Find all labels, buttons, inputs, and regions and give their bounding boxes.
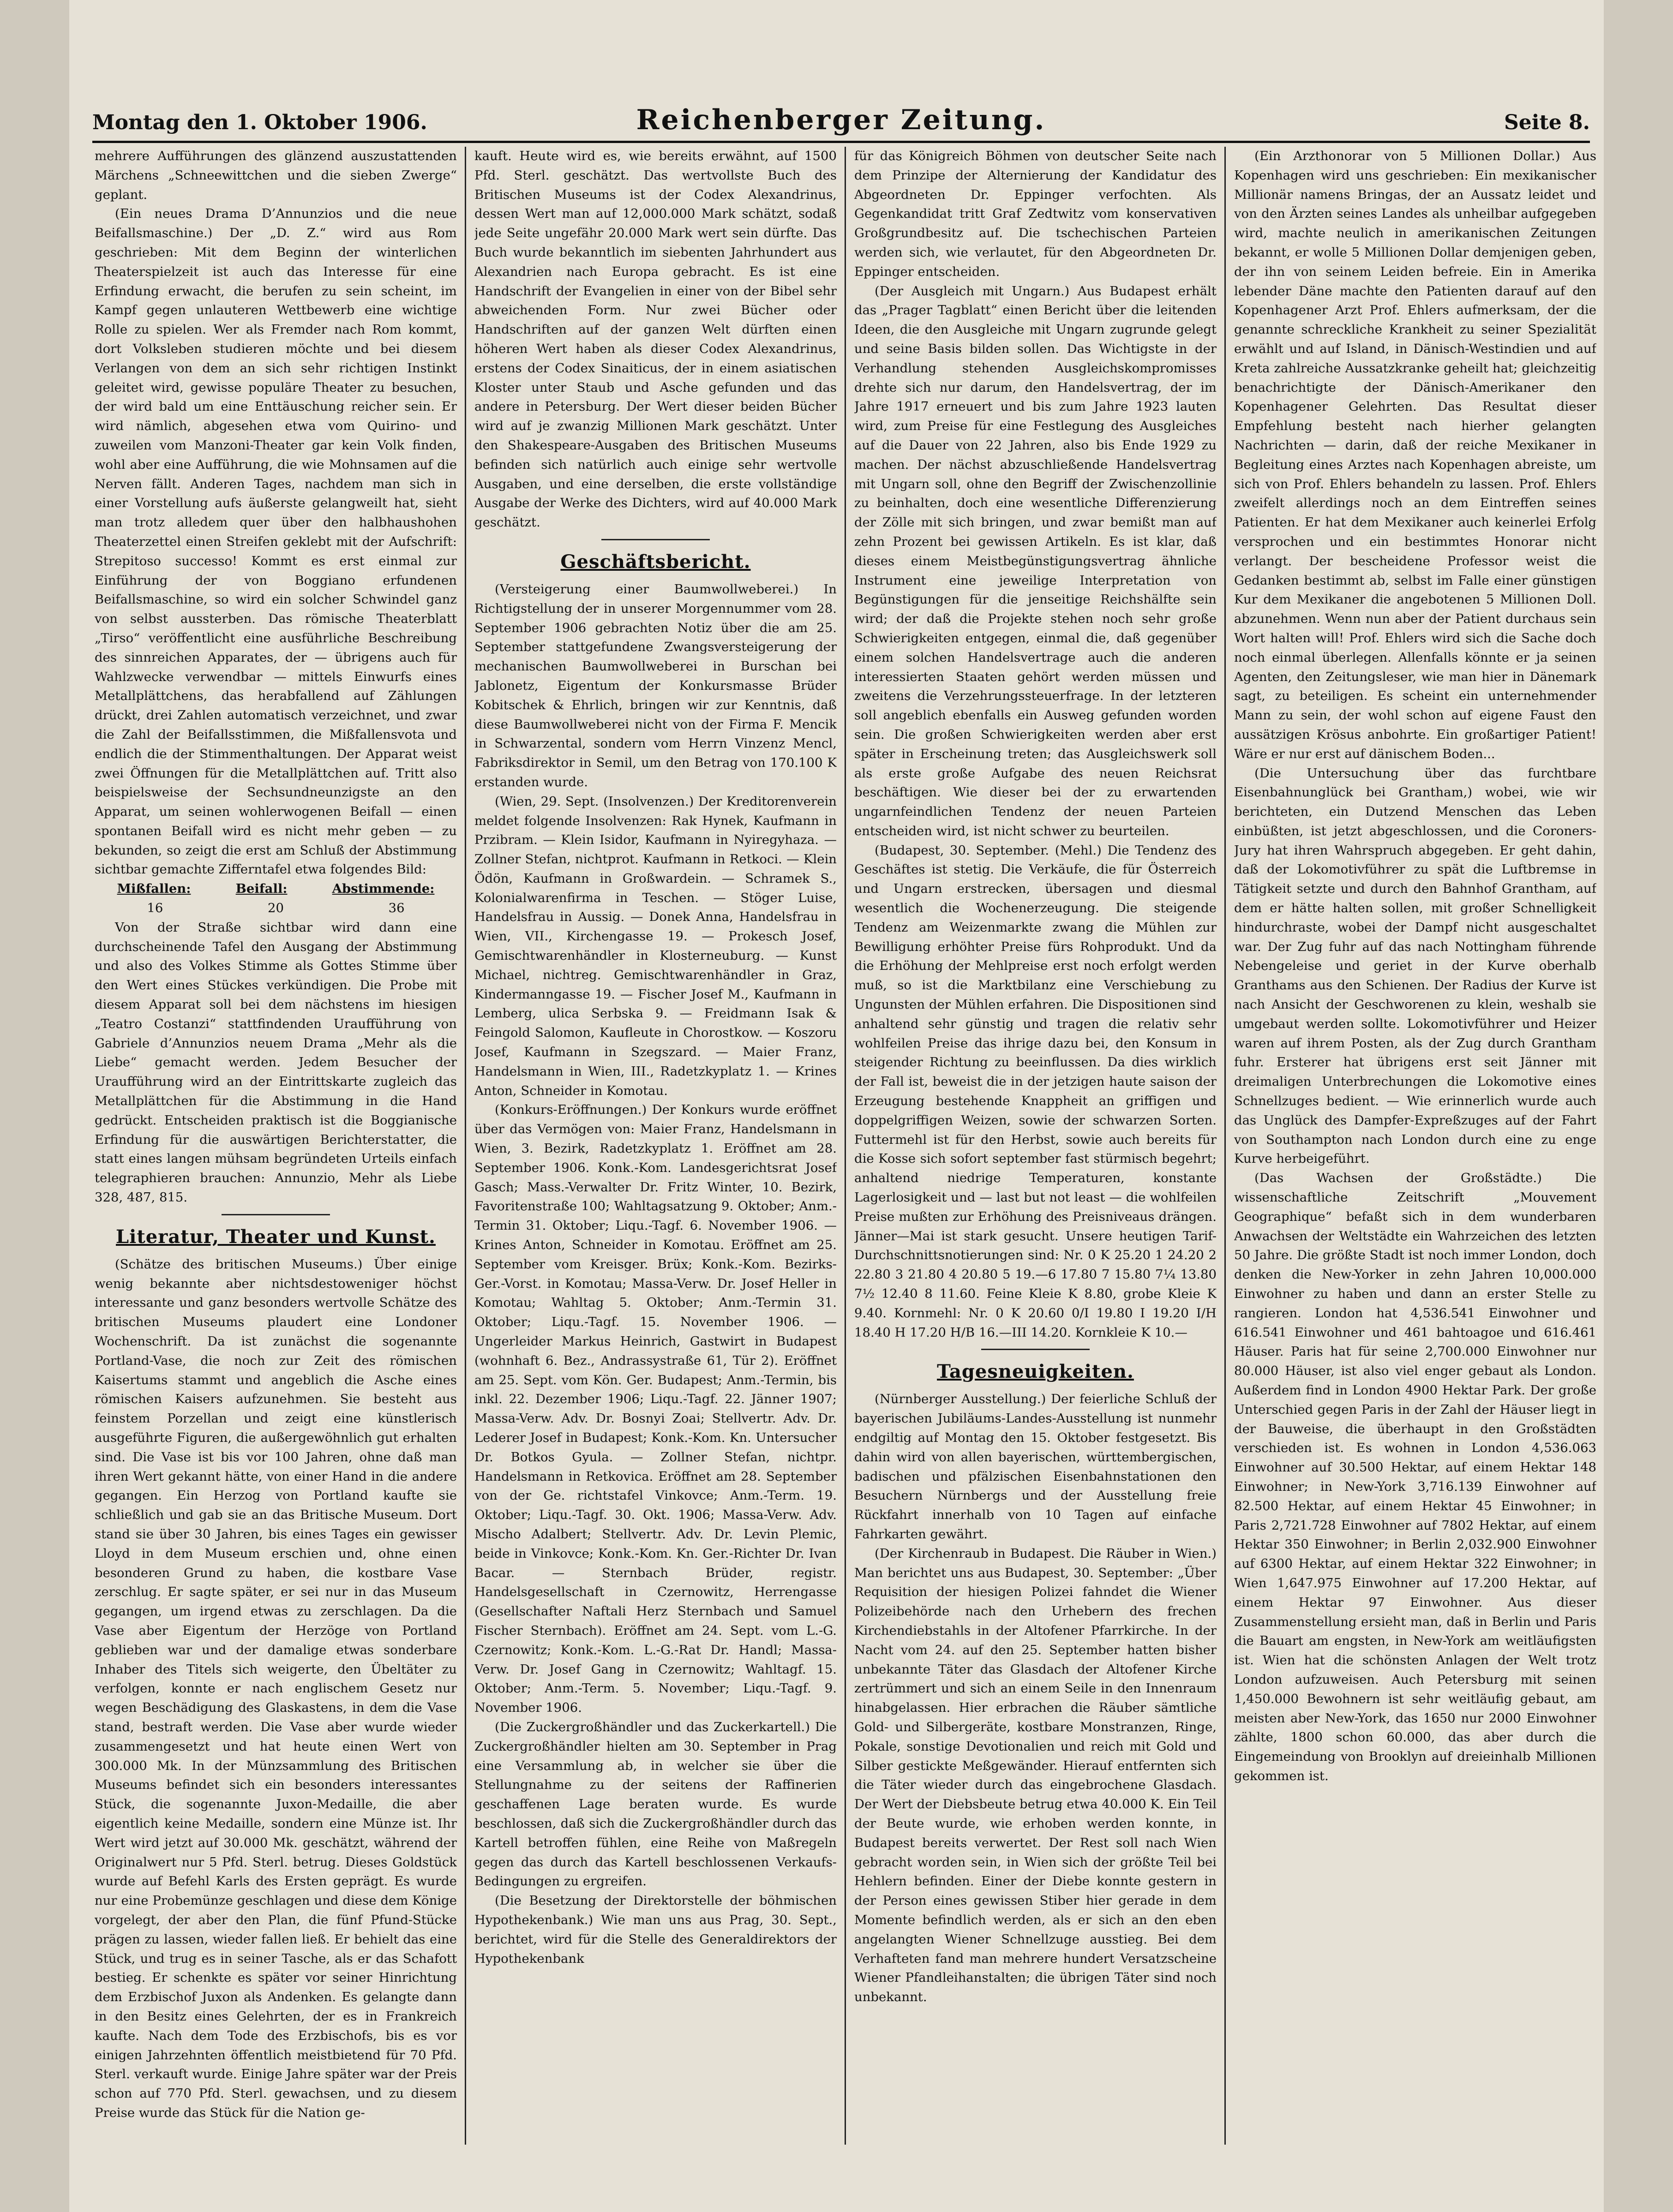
article-nuernberger-ausstellung: (Nürnberger Ausstellung.) Der feierliche Schluß der bayerischen Jubiläums-Landes-Ausstellung ist nunmehr endgiltig auf Montag den 15. Oktober festgesetzt. Bis dahin wird von allen bayerischen, württembergischen, badischen und pfälzischen Eisenbahnstationen den Besuchern Nürnbergs und der Ausstellung freie Rückfahrt innerhalb von 10 Tagen auf einfache Fahrkarten gewährt. bbox=[854, 1392, 1217, 1542]
article-grossstaedte: (Das Wachsen der Großstädte.) Die wissenschaftliche Zeitschrift „Mouvement Geographique“ befaßt sich in dem wunderbaren Anwachsen der Weltstädte ein Wahrzeichen des letzten 50 Jahre. Die größte Stadt ist noch immer London, doch denken die New-Yorker in zehn Jahren 10,000.000 Einwohner zu haben und dann an erster Stelle zu rangieren. London hat 4,536.541 Einwohner und 616.541 Einwohner und 461 bahtoagoe und 616.461 Häuser. Paris hat für seine 2,700.000 Einwohner nur 80.000 Häuser, ist also viel enger gebaut als London. Außerdem find in London 4900 Hektar Park. Der große Unterschied gegen Paris in der Zahl der Häuser liegt in der Bauweise, die überhaupt in den Großstädten verschieden ist. Es wohnen in London 4,536.063 Einwohner auf 30.500 Hektar, auf einem Hektar 148 Einwohner; in New-York 3,716.139 Einwohner auf 82.500 Hektar, auf einem Hektar 45 Einwohner; in Paris 2,721.728 Einwohner auf 7802 Hektar, auf einem Hektar 350 Einwohner; in Berlin 2,032.900 Einwohner auf 6300 Hektar, auf einem Hektar 322 Einwohner; in Wien 1,647.975 Einwohner auf 17.200 Hektar, auf einem Hektar 97 Einwohner. Aus dieser Zusammenstellung ersieht man, daß in Berlin und Paris die Bauart am engsten, in New-York am weitläufigsten ist. Wien hat die schönsten Anlagen der Welt trotz London aufzuweisen. Auch Petersburg mit seinen 1,450.000 Bewohnern ist sehr weitläufig gebaut, am meisten aber New-York, das 1650 nur 2000 Einwohner zählte, 1800 schon 60.000, das aber durch die Eingemeindung von Brooklyn auf dreieinhalb Millionen gekommen ist. bbox=[1234, 1171, 1596, 1783]
vote-header-missfallen: Mißfallen: bbox=[117, 881, 191, 897]
vote-header-beifall: Beifall: bbox=[235, 881, 288, 897]
article-zuckerkartell: (Die Zuckergroßhändler und das Zuckerkartell.) Die Zuckergroßhändler hielten am 30. September in Prag eine Versammlung ab, in welcher sie über die Stellungnahme zu der seitens der Raffinerien geschaffenen Lage beraten wurde. Es wurde beschlossen, daß sich die Zuckergroßhändler durch das Kartell betroffen fühlen, eine Reihe von Maßregeln gegen das durch das Kartell beschlossenen Verkaufs-Bedingungen zu ergreifen. bbox=[474, 1719, 837, 1889]
article-baumwollweberei: (Versteigerung einer Baumwollweberei.) In Richtigstellung der in unserer Morgennummer vom 28. September 1906 gebrachten Notiz über die am 25. September stattgefundene Zwangsversteigerung der mechanischen Baumwollweberei in Burschan bei Jablonetz, Eigentum der Konkursmasse Brüder Kobitschek & Ehrlich, bringen wir zur Kenntnis, daß diese Baumwollweberei nicht von der Firma F. Mencik in Schwarzental, sondern vom Herrn Vinzenz Mencl, Fabriksdirektor in Semil, um den Betrag von 170.100 K erstanden wurde. bbox=[474, 581, 837, 789]
column-rule bbox=[1224, 147, 1226, 2145]
article-continuation: kauft. Heute wird es, wie bereits erwähnt, auf 1500 Pfd. Sterl. geschätzt. Das wertvollste Buch des Britischen Museums ist der Codex Alexandrinus, dessen Wert man auf 12,000.000 Mark schätzt, sodaß jede Seite ungefähr 20.000 Mark wert sein dürfte. Das Buch wurde bekanntlich im siebenten Jahrhundert aus Alexandrien nach Europa gebracht. Es ist eine Handschrift der Evangelien in einer von der Bibel sehr abweichenden Form. Nur zwei Bücher oder Handschriften auf der ganzen Welt dürften einen höheren Wert haben als dieser Codex Alexandrinus, erstens der Codex Sinaiticus, der in einem asiatischen Kloster unter Staub und Asche gefunden und das andere in Petersburg. Der Wert dieser beiden Bücher wird auf je zwanzig Millionen Mark geschätzt. Unter den Shakespeare-Ausgaben des Britischen Museums befinden sich natürlich auch einige sehr wertvolle Ausgaben, und eine derselben, die erste vollständige Ausgabe der Werke des Dichters, wird auf 40.000 Mark geschätzt. bbox=[474, 149, 837, 530]
vote-value-beifall: 20 bbox=[267, 901, 284, 916]
column-1 bbox=[95, 147, 457, 2145]
article-kirchenraub: (Der Kirchenraub in Budapest. Die Räuber in Wien.) Man berichtet uns aus Budapest, 30. September: „Über Requisition der hiesigen Polizei fahndet die Wiener Polizeibehörde nach den Urhebern des frechen Kirchendiebstahls in der Altofener Pfarrkirche. In der Nacht vom 24. auf den 25. September hatten bisher unbekannte Täter das Glasdach der Altofener Kirche zertrümmert und sich an einem Seile in den Innenraum hinabgelassen. Hier erbrachen die Räuber sämtliche Gold- und Silbergeräte, kostbare Monstranzen, Ringe, Pokale, sonstige Devotionalien und reich mit Gold und Silber gestickte Meßgewänder. Hierauf entfernten sich die Täter wieder durch das eingebrochene Glasdach. Der Wert der Diebsbeute betrug etwa 40.000 K. Ein Teil der Beute wurde, wie erhoben werden konnte, in Budapest bereits verwertet. Der Rest soll nach Wien gebracht worden sein, in Wien sich der größte Teil bei Hehlern befinden. Einer der Diebe konnte gestern in der Person eines gewissen Stiber hier gerade in dem Momente befindlich werden, als er sich an den eben angelangten Wiener Schnellzuge ausstieg. Bei dem Verhafteten fand man mehrere hundert Versatzscheine Wiener Pfandleihanstalten; die übrigen Täter sind noch unbekannt. bbox=[854, 1546, 1217, 2005]
vote-table-header bbox=[95, 879, 457, 899]
page-header bbox=[92, 95, 1590, 143]
column-rule bbox=[845, 147, 846, 2145]
section-divider bbox=[222, 1214, 330, 1215]
page-number: Seite 8. bbox=[1504, 111, 1590, 134]
vote-value-abstimmende: 36 bbox=[388, 901, 405, 916]
article-britisches-museum: (Schätze des britischen Museums.) Über einige wenig bekannte aber nichtsdestoweniger höchst interessante und ganz besonders wertvolle Schätze des britischen Museums plaudert eine Londoner Wochenschrift. Da ist zunächst die sogenannte Portland-Vase, die noch zur Zeit des römischen Kaisertums stammt und angeblich die Asche eines römischen Kaisers aufzunehmen. Sie besteht aus feinstem Porzellan und zeigt eine künstlerisch ausgeführte Figuren, die außergewöhnlich gut erhalten sind. Die Vase ist bis vor 100 Jahren, ohne daß man ihren Wert gekannt hätte, von einer Hand in die andere gegangen. Ein Herzog von Portland kaufte sie schließlich und gab sie an das Britische Museum. Dort stand sie über 30 Jahren, bis eines Tages ein gewisser Lloyd in dem Museum erschien und, ohne einen besonderen Grund zu haben, die kostbare Vase zerschlug. Er sagte später, er sei nur in das Museum gegangen, um irgend etwas zu zerschlagen. Da die Vase aber Eigentum der Herzöge von Portland geblieben war und der damalige etwas sonderbare Inhaber des Titels sich weigerte, den Übeltäter zu verfolgen, konnte er nach englischem Gesetz nur wegen Beschädigung des Glaskastens, in dem die Vase stand, bestraft werden. Die Vase aber wurde wieder zusammengesetzt und hat heute einen Wert von 300.000 Mk. In der Münzsammlung des Britischen Museums befindet sich ein besonders interessantes Stück, die sogenannte Juxon-Medaille, die aber eigentlich keine Medaille, sondern eine Münze ist. Ihr Wert wird jetzt auf 30.000 Mk. geschätzt, während der Originalwert nur 5 Pfd. Sterl. betrug. Dieses Goldstück wurde auf Befehl Karls des Ersten geprägt. Es wurde nur eine Probemünze geschlagen und diese dem Könige vorgelegt, der aber den Plan, die fünf Pfund-Stücke prägen zu lassen, wieder fallen ließ. Er behielt das eine Stück, und trug es in seiner Tasche, als er das Schafott bestieg. Er schenkte es später vor seiner Hinrichtung dem Erzbischof Juxon als Andenken. Es gelangte dann in den Besitz eines Gelehrten, der es in Frankreich kaufte. Nach dem Tode des Erzbischofs, bis es vor einigen Jahrzehnten öffentlich meistbietend für 70 Pfd. Sterl. verkauft wurde. Einige Jahre später war der Preis schon auf 770 Pfd. Sterl. gewachsen, und zu diesem Preise wurde das Stück für die Nation ge- bbox=[95, 1256, 457, 2120]
article-ausgleich-ungarn: (Der Ausgleich mit Ungarn.) Aus Budapest erhält das „Prager Tagblatt“ einen Bericht über die leitenden Ideen, die den Ausgleiche mit Ungarn zugrunde gelegt und seine Basis bilden sollen. Das Wichtigste in der Verhandlung stehenden Ausgleichskompromisses drehte sich nur darum, den Handelsvertrag, der im Jahre 1917 erneuert und bis zum Jahre 1923 lauten wird, zum Preise für eine Festlegung des Ausgleiches auf die Dauer von 22 Jahren, also bis Ende 1929 zu machen. Der nächst abzuschließende Handelsvertrag mit Ungarn soll, ohne den Begriff der Zwischenzollinie zu beinhalten, doch eine wesentliche Differenzierung der Zölle mit sich bringen, und zwar bemißt man auf zehn Prozent bei gewissen Artikeln. Es ist klar, daß dieses einem Meistbegünstigungsvertrag ähnliche Instrument eine jeweilige Interpretation von Begünstigungen für die jenseitige Reichshälfte sein wird; der daß die Projekte stehen noch sehr große Schwierigkeiten entgegen, einmal die, daß gegenüber einem solchen Handelsvertrage auch die anderen interessierten Staaten gehört werden müssen und zweitens die Verzehrungssteuerfrage. In der letzteren soll angeblich ebenfalls ein Ausweg gefunden worden sein. Die großen Schwierigkeiten werden aber erst später in Erscheinung treten; das Ausgleichswerk soll als erste große Aufgabe des neuen Reichsrat beschäftigen. Wie dieser bei der zu erwartenden ungarnfeindlichen Tendenz der neuen Parteien entscheiden wird, ist nicht schwer zu beurteilen. bbox=[854, 283, 1217, 838]
article-eisenbahnunglueck: (Die Untersuchung über das furchtbare Eisenbahnunglück bei Grantham,) wobei, wie wir berichteten, ein Dutzend Menschen das Leben einbüßten, ist jetzt abgeschlossen, und die Coroners-Jury hat ihren Wahrspruch abgegeben. Er geht dahin, daß der Lokomotivführer zu spät die Luftbremse in Tätigkeit setzte und durch den Bahnhof Grantham, auf dem er hätte halten sollen, mit großer Schnelligkeit hindurchraste, wobei der Dampf nicht ausgeschaltet war. Der Zug fuhr auf das nach Nottingham führende Nebengeleise und geriet in der Kurve oberhalb Granthams aus den Schienen. Der Radius der Kurve ist nach Ansicht der Geschworenen zu klein, weshalb sie umgebaut werden sollte. Lokomotivführer und Heizer waren auf ihrem Posten, als der Zug durch Grantham fuhr. Ersterer hat übrigens erst seit Jänner mit dreimaligen Unterbrechungen die Lokomotive eines Schnellzuges bedient. — Wie erinnerlich wurde auch das Unglück des Dampfer-Expreßzuges auf der Fahrt von Southampton nach London durch eine zu enge Kurve herbeigeführt. bbox=[1234, 765, 1596, 1166]
article-arzthonorar: (Ein Arzthonorar von 5 Millionen Dollar.) Aus Kopenhagen wird uns geschrieben: Ein mexikanischer Millionär namens Bringas, der an Aussatz leidet und von den Ärzten seines Landes als unheilbar aufgegeben wird, machte neulich in amerikanischen Zeitungen bekannt, er wolle 5 Millionen Dollar demjenigen geben, der ihn von seinem Leiden befreie. Ein in Amerika lebender Däne machte den Patienten darauf auf den Kopenhagener Arzt Prof. Ehlers aufmerksam, der die genannte schreckliche Krankheit zu seiner Spezialität erwählt und auf Island, in Dänisch-Westindien und auf Kreta zahlreiche Aussatzkranke geheilt hat; gleichzeitig benachrichtigte der Dänisch-Amerikaner den Kopenhagener Gelehrten. Das Resultat dieser Empfehlung besteht nach hierher gelangten Nachrichten — darin, daß der reiche Mexikaner in Begleitung eines Arztes nach Kopenhagen abreiste, um sich von Prof. Ehlers behandeln zu lassen. Prof. Ehlers zweifelt allerdings noch an dem Eintreffen seines Patienten. Er hat dem Mexikaner auch keinerlei Erfolg versprochen und ein bestimmtes Honorar nicht verlangt. Der bescheidene Professor weist die Gedanken bestimmt ab, selbst im Falle einer günstigen Kur dem Mexikaner die angebotenen 5 Millionen Doll. abzunehmen. Wenn nun aber der Patient durchaus sein Wort halten will! Prof. Ehlers wird sich die Sache doch noch einmal überlegen. Allenfalls könnte er ja seinen Agenten, den Zeitungsleser, wie man hier in Dänemark sagt, zu beteiligen. Es scheint ein unternehmender Mann zu sein, der wohl schon auf eigene Faust den aussätzigen Krösus anbohrte. Ein großartiger Patient! Wäre er nur erst auf dänischem Boden... bbox=[1234, 149, 1596, 761]
left-scan-margin bbox=[0, 0, 69, 2212]
column-3 bbox=[854, 147, 1217, 2145]
article-continuation: für das Königreich Böhmen von deutscher Seite nach dem Prinzipe der Alternierung der Kandidatur des Abgeordneten Dr. Eppinger verfochten. Als Gegenkandidat tritt Graf Zedtwitz vom konservativen Großgrundbesitz auf. Die tschechischen Parteien werden sich, wie verlautet, für den Abgeordneten Dr. Eppinger entscheiden. bbox=[854, 149, 1217, 279]
article-continuation: mehrere Aufführungen des glänzend auszustattenden Märchens „Schneewittchen und die sieben Zwerge“ geplant. bbox=[95, 149, 457, 202]
article-mehl-budapest: (Budapest, 30. September. (Mehl.) Die Tendenz des Geschäftes ist stetig. Die Verkäufe, die für Österreich und Ungarn erstrecken, übersagen und diesmal wesentlich die Wochenerzeugung. Die steigende Tendenz am Weizenmarkte zwang die Mühlen zur Bewilligung erhöhter Preise fürs Rohprodukt. Und da die Erhöhung der Mehlpreise erst noch erfolgt werden muß, so ist die Marktbilanz eine Verschiebung zu Ungunsten der Mühlen erfahren. Die Dispositionen sind anhaltend sehr günstig und tragen die relativ sehr wohlfeilen Preise das ihrige dazu bei, den Konsum in steigender Richtung zu beeinflussen. Da dies wirklich der Fall ist, beweist die in der jetzigen haute saison der Erzeugung bestehende Knappheit an griffigen und doppelgriffigen Weizen, sowie der schwarzen Sorten. Futtermehl ist für den Herbst, sowie auch bereits für die Kosse sich sofort september fast stürmisch begehrt; anhaltend niedrige Temperaturen, konstante Lagerlosigkeit und — last but not least — die wohlfeilen Preise mußten zur Erhöhung des Preisniveaus drängen. Jänner—Mai ist stark gesucht. Unsere heutigen Tarif-Durchschnittsnotierungen sind: Nr. 0 K 25.20 1 24.20 2 22.80 3 21.80 4 20.80 5 19.—6 17.80 7 15.80 7¼ 13.80 7½ 12.40 8 11.60. Feine Kleie K 8.80, grobe Kleie K 9.40. Kornmehl: Nr. 0 K 20.60 0/I 19.80 I 19.20 I/H 18.40 H 17.20 H/B 16.—III 14.20. Kornkleie K 10.— bbox=[854, 843, 1217, 1340]
section-heading-literatur: Literatur, Theater und Kunst. bbox=[116, 1226, 436, 1248]
article-hypothekenbank: (Die Besetzung der Direktorstelle der böhmischen Hypothekenbank.) Wie man uns aus Prag, 30. Sept., berichtet, wird für die Stelle des Generaldirektors der Hypothekenbank bbox=[474, 1893, 837, 1966]
right-scan-margin bbox=[1604, 0, 1673, 2212]
column-4 bbox=[1234, 147, 1596, 2145]
article-dannunzio-beifallsmaschine: (Ein neues Drama D’Annunzios und die neue Beifallsmaschine.) Der „D. Z.“ wird aus Rom geschrieben: Mit dem Beginn der winterlichen Theaterspielzeit ist auch das Interesse für eine Erfindung erwacht, die berufen zu sein scheint, im Kampf gegen unlauteren Wettbewerb eine wichtige Rolle zu spielen. Wer als Fremder nach Rom kommt, dort Volksleben studieren möchte und bei diesem Verlangen von dem an sich sehr richtigen Instinkt geleitet wird, gewisse populäre Theater zu besuchen, der wird bald um eine Enttäuschung reicher sein. Er wird nämlich, abgesehen etwa vom Quirino- und zuweilen vom Manzoni-Theater gar kein Volk finden, wohl aber eine Aufführung, die wie Mohnsamen auf die Nerven fällt. Anderen Tages, nachdem man sich in einer Vorstellung aufs äußerste gelangweilt hat, sieht man trotz alledem quer über den halbhaushohen Theaterzettel einen Streifen geklebt mit der Aufschrift: Strepitoso successo! Kommt es erst einmal zur Einführung der von Boggiano erfundenen Beifallsmaschine, so wird ein solcher Schwindel ganz von selbst aussterben. Das römische Theaterblatt „Tirso“ veröffentlicht eine ausführliche Beschreibung des sinnreichen Apparates, der — übrigens auch für Wahlzwecke verwendbar — mittels Einwurfs eines Metallplättchens, das herabfallend auf Zählungen drückt, drei Zahlen automatisch verzeichnet, und zwar die Zahl der Beifallsstimmen, die Mißfallensvota und endlich die der Stimmenthaltungen. Der Apparat weist zwei Öffnungen für die Metallplättchen auf. Tritt also beispielsweise der Sechsundneunzigste an den Apparat, um seinen wohlerwogenen Beifall — einen spontanen Beifall wird es nicht mehr geben — zu bekunden, so zeigt die erst am Schluß der Abstimmung sichtbar gemachte Zifferntafel etwa folgendes Bild: bbox=[95, 206, 457, 877]
section-heading-geschaeftsbericht: Geschäftsbericht. bbox=[560, 550, 751, 573]
section-divider bbox=[981, 1349, 1090, 1350]
section-heading-tagesneuigkeiten: Tagesneuigkeiten. bbox=[937, 1361, 1134, 1383]
column-2 bbox=[474, 147, 837, 2145]
vote-value-missfallen: 16 bbox=[147, 901, 163, 916]
article-dannunzio-continued: Von der Straße sichtbar wird dann eine durchscheinende Tafel den Ausgang der Abstimmung und also des Volkes Stimme als Gottes Stimme über den Wert eines Stückes verkündigen. Die Probe mit diesem Apparat soll bei dem nächstens im hiesigen „Teatro Costanzi“ stattfindenden Uraufführung von Gabriele d’Annunzios neuem Drama „Mehr als die Liebe“ gemacht werden. Jedem Besucher der Uraufführung wird an der Eintrittskarte zugleich das Metallplättchen für die Abstimmung in die Hand gedrückt. Entscheiden praktisch ist die Boggianische Erfindung für die auswärtigen Berichterstatter, die statt eines langen mühsam begründeten Urteils einfach telegraphieren brauchen: Annunzio, Mehr als Liebe 328, 487, 815. bbox=[95, 920, 457, 1205]
header-date: Montag den 1. Oktober 1906. bbox=[92, 111, 427, 134]
masthead-title: Reichenberger Zeitung. bbox=[636, 104, 1046, 136]
article-insolvenzen: (Wien, 29. Sept. (Insolvenzen.) Der Kreditorenverein meldet folgende Insolvenzen: Rak Hynek, Kaufmann in Przibram. — Klein Isidor, Kaufmann in Nyiregyhaza. — Zollner Stefan, nichtprot. Kaufmann in Retkoci. — Klein Ödön, Kaufmann in Großwardein. — Schramek S., Kolonialwarenfirma in Teschen. — Stöger Luise, Handelsfrau in Aussig. — Donek Anna, Handelsfrau in Wien, VII., Kirchengasse 19. — Prokesch Josef, Gemischtwarenhändler in Klosterneuburg. — Kunst Michael, nichtreg. Gemischtwarenhändler in Graz, Kindermanngasse 19. — Fischer Josef M., Kaufmann in Lemberg, ulica Serbska 9. — Freidmann Isak & Feingold Salomon, Kaufleute in Chorostkow. — Koszoru Josef, Kaufmann in Szegszard. — Maier Franz, Handelsmann in Wien, III., Radetzkyplatz 1. — Krines Anton, Schneider in Komotau. bbox=[474, 794, 837, 1098]
vote-header-abstimmende: Abstimmende: bbox=[332, 881, 435, 897]
article-konkurs-eroeffnungen: (Konkurs-Eröffnungen.) Der Konkurs wurde eröffnet über das Vermögen von: Maier Franz, Handelsmann in Wien, 3. Bezirk, Radetzkyplatz 1. Eröffnet am 28. September 1906. Konk.-Kom. Landesgerichtsrat Josef Gasch; Mass.-Verwalter Dr. Fritz Winter, 10. Bezirk, Favoritenstraße 100; Wahltagsatzung 9. Oktober; Anm.-Termin 31. Oktober; Liqu.-Tagf. 6. November 1906. — Krines Anton, Schneider in Komotau. Eröffnet am 25. September vom Kreisger. Brüx; Konk.-Kom. Bezirks-Ger.-Vorst. in Komotau; Massa-Verw. Dr. Josef Heller in Komotau; Wahltag 5. Oktober; Anm.-Termin 31. Oktober; Liqu.-Tagf. 15. November 1906. — Ungerleider Markus Heinrich, Gastwirt in Budapest (wohnhaft 6. Bez., Andrassystraße 61, Tür 2). Eröffnet am 25. Sept. vom Kön. Ger. Budapest; Anm.-Termin, bis inkl. 22. Dezember 1906; Liqu.-Tagf. 22. Jänner 1907; Massa-Verw. Adv. Dr. Bosnyi Zoai; Stellvertr. Adv. Dr. Lederer Josef in Budapest; Konk.-Kom. Kn. Untersucher Dr. Botkos Gyula. — Zollner Stefan, nichtpr. Handelsmann in Retkovica. Eröffnet am 28. September von der Ge. richtstafel Vinkovce; Anm.-Term. 19. Oktober; Liqu.-Tagf. 30. Okt. 1906; Massa-Verw. Adv. Mischo Adalbert; Stellvertr. Adv. Dr. Levin Plemic, beide in Vinkovce; Konk.-Kom. Kn. Ger.-Richter Dr. Ivan Bacar. — Sternbach Brüder, registr. Handelsgesellschaft in Czernowitz, Herrengasse (Gesellschafter Naftali Herz Sternbach und Samuel Fischer Sternbach). Eröffnet am 24. Sept. vom L.-G. Czernowitz; Konk.-Kom. L.-G.-Rat Dr. Handl; Massa-Verw. Dr. Josef Gang in Czernowitz; Wahltagf. 15. Oktober; Anm.-Term. 5. November; Liqu.-Tagf. 9. November 1906. bbox=[474, 1102, 837, 1716]
vote-table-values bbox=[95, 899, 457, 918]
column-rule bbox=[465, 147, 466, 2145]
section-divider bbox=[601, 539, 710, 540]
